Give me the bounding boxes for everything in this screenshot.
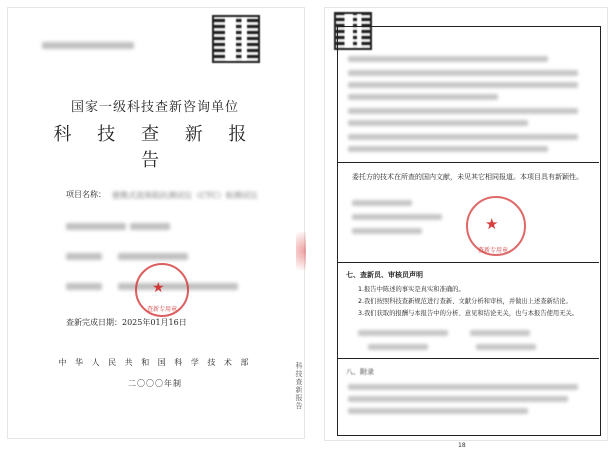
blurred-text-line [348, 56, 548, 62]
blurred-signature-line [470, 330, 530, 336]
issuing-year: 二〇〇〇年制 [128, 379, 182, 388]
spine-seal-edge [296, 232, 306, 270]
blurred-text-line [348, 134, 578, 140]
issuing-ministry: 中 华 人 民 共 和 国 科 学 技 术 部 [58, 358, 252, 367]
project-name: 便携式流体阻抗测试仪（CTC）检测试仪 [112, 191, 258, 200]
seal-star-icon: ★ [485, 215, 499, 233]
blurred-field-2 [66, 253, 102, 260]
blurred-text-line [348, 94, 498, 100]
section-7-title: 七、查新员、审核员声明 [346, 271, 423, 279]
blurred-signature [352, 200, 412, 206]
blurred-text-line [348, 82, 578, 88]
section-divider [337, 162, 599, 163]
blurred-field-3 [66, 283, 102, 290]
blurred-field-2b [118, 253, 188, 260]
cover-header-blurred [42, 42, 134, 49]
qr-code-icon [212, 15, 260, 63]
statement-item: 1.报告中陈述的事实是真实和准确的。 [358, 286, 465, 293]
statement-item: 3.我们获取的报酬与本报告中的分析、意见和结论无关，也与本报告使用无关。 [358, 310, 579, 317]
seal-text: 查新专用章 [147, 306, 178, 313]
blurred-text-line [348, 396, 568, 402]
project-label: 项目名称： [66, 190, 106, 199]
blurred-text-line [348, 120, 528, 126]
blurred-text-line [348, 384, 578, 390]
blurred-text-line [348, 146, 548, 152]
spine-label: 科技查新报告 [295, 362, 303, 410]
blurred-signature [352, 214, 442, 220]
section-8-title: 八、附录 [346, 368, 374, 376]
blurred-text-line [348, 70, 578, 76]
statement-item: 2.我们按照科技查新规范进行查新、文献分析和审核，并做出上述查新结论。 [358, 298, 572, 305]
blurred-field-1 [66, 223, 126, 230]
seal-text: 查新专用章 [478, 247, 509, 254]
completion-date: 查新完成日期：2025年01月16日 [66, 318, 187, 327]
blurred-signature [352, 228, 422, 234]
page-number: 18 [458, 442, 466, 449]
blurred-signature-line [358, 330, 448, 336]
novelty-conclusion: 委托方的技术在所查的国内文献，未见其它相同报道。本项目具有新颖性。 [352, 173, 583, 181]
report-title: 科 技 查 新 报 告 [53, 124, 257, 171]
institution-title: 国家一级科技查新咨询单位 [70, 100, 239, 115]
blurred-text-line [348, 108, 578, 114]
blurred-field-1b [130, 223, 170, 230]
blurred-date-line [476, 344, 536, 350]
blurred-text-line [348, 408, 528, 414]
section-divider [337, 358, 599, 359]
blurred-date-line [368, 344, 428, 350]
seal-star-icon: ★ [152, 280, 165, 296]
section-divider [337, 262, 599, 263]
